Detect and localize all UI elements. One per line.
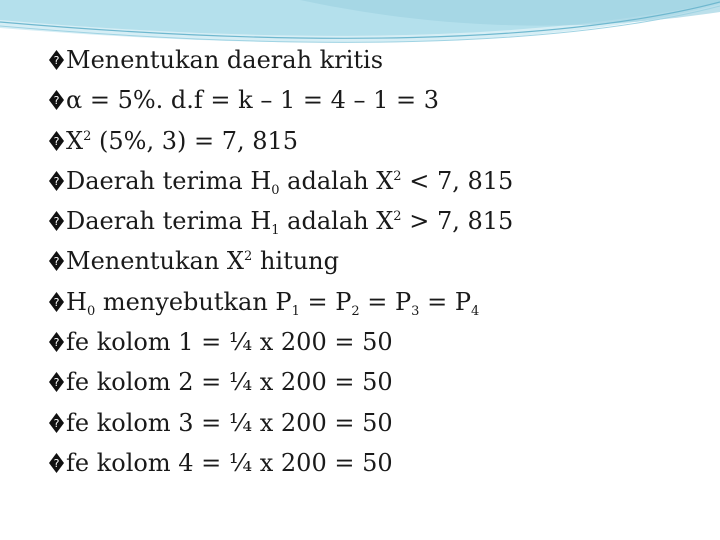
line-fe-kolom-2: ? fe kolom 2 = ¼ x 200 = 50 (48, 362, 698, 402)
svg-text:?: ? (53, 376, 60, 390)
line-menentukan-daerah-kritis: ? Menentukan daerah kritis (48, 40, 698, 80)
replacement-char-icon (48, 250, 65, 272)
line-chi-square-table: ? $X^2$ (5%, 3) = 7, 815 (48, 121, 698, 161)
line-daerah-terima-h0: ? Daerah terima $H_0$ adalah $X^2 < 7$, 815 (48, 161, 698, 201)
svg-text:?: ? (53, 94, 60, 108)
replacement-char-icon (48, 412, 65, 434)
replacement-char-icon (48, 331, 65, 353)
replacement-char-icon (48, 130, 65, 152)
replacement-char-icon (48, 371, 65, 393)
svg-text:?: ? (53, 54, 60, 67)
svg-text:?: ? (53, 255, 60, 269)
line-fe-kolom-1: ? fe kolom 1 = ¼ x 200 = 50 (48, 322, 698, 362)
line-fe-kolom-3: ? fe kolom 3 = ¼ x 200 = 50 (48, 403, 698, 443)
replacement-char-icon (48, 210, 65, 232)
line-h0-hypothesis: ? $H_0$ menyebutkan $P_1 = P_2 = P_3 = P_4$ (48, 282, 698, 322)
line-daerah-terima-h1: ? Daerah terima $H_1$ adalah $X^2 > 7$, 815 (48, 201, 698, 241)
replacement-char-icon (48, 49, 65, 71)
slide-content (48, 40, 698, 483)
line-fe-kolom-4: ? fe kolom 4 = ¼ x 200 = 50 (48, 443, 698, 483)
line-alpha-df: ? α = 5%. d.f = k – 1 = 4 – 1 = 3 (48, 80, 698, 120)
svg-text:?: ? (53, 174, 60, 188)
svg-text:?: ? (53, 336, 60, 350)
replacement-char-icon (48, 89, 65, 111)
svg-text:?: ? (53, 416, 60, 430)
line-menentukan-x2-hitung: ? Menentukan $X^2$ hitung (48, 241, 698, 281)
replacement-char-icon (48, 452, 65, 474)
svg-text:?: ? (53, 295, 60, 309)
svg-text:?: ? (53, 134, 60, 148)
svg-text:?: ? (53, 215, 60, 229)
replacement-char-icon (48, 170, 65, 192)
svg-text:?: ? (53, 456, 60, 470)
replacement-char-icon (48, 291, 65, 313)
